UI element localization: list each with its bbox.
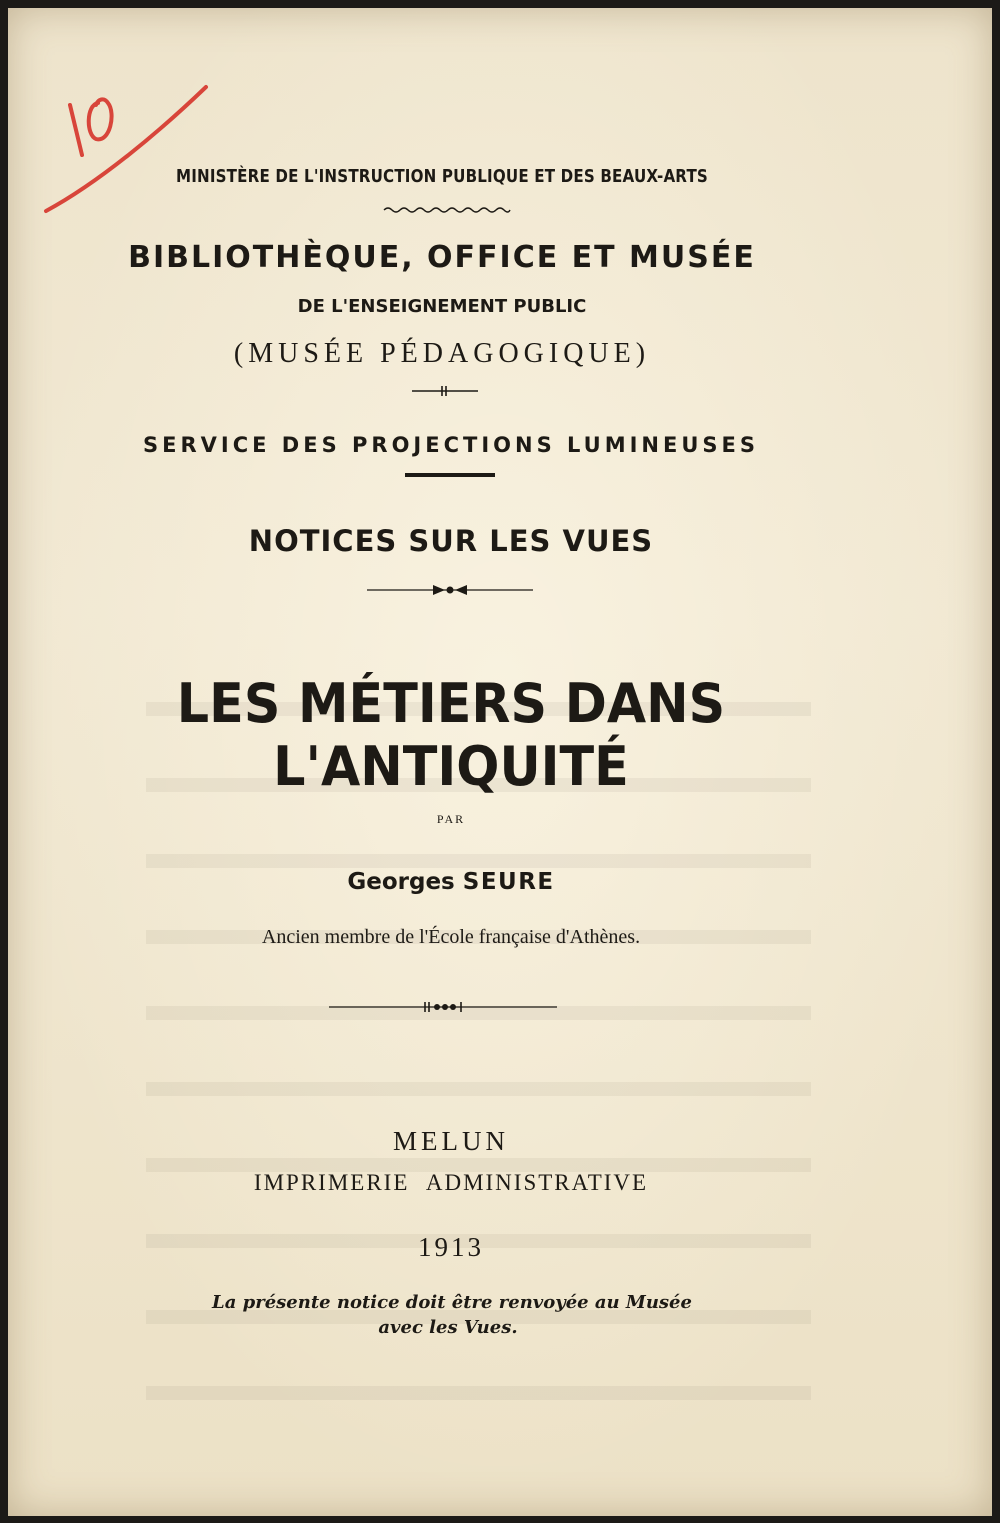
enseignement-heading: DE L'ENSEIGNEMENT PUBLIC [297, 296, 587, 317]
horizontal-rule [405, 473, 495, 477]
par-label: PAR [436, 812, 466, 826]
imprint-printer: IMPRIMERIE ADMINISTRATIVE [253, 1170, 649, 1195]
ornament-divider [410, 385, 480, 397]
author-affiliation: Ancien membre de l'École française d'Athènes. [261, 926, 641, 948]
author-first-name: Georges [347, 869, 455, 895]
imprint-year: 1913 [418, 1232, 484, 1262]
return-notice-line-2: avec les Vues. [378, 1317, 518, 1338]
ornament-divider [327, 1000, 559, 1014]
subtitle: NOTICES SUR LES VUES [248, 524, 654, 558]
ministry-heading: MINISTÈRE DE L'INSTRUCTION PUBLIQUE ET DES BEAUX-ARTS [175, 166, 708, 187]
library-heading: BIBLIOTHÈQUE, OFFICE ET MUSÉE [128, 240, 756, 275]
document-page [8, 8, 992, 1516]
handwritten-annotation [38, 63, 228, 233]
ornament-divider [365, 583, 535, 597]
author-name [8, 869, 894, 895]
imprint-city: MELUN [393, 1126, 509, 1156]
service-heading: SERVICE DES PROJECTIONS LUMINEUSES [143, 433, 759, 457]
return-notice-line-1: La présente notice doit être renvoyée au Musée [212, 1292, 692, 1313]
author-surname: SEURE [462, 869, 555, 895]
wavy-rule [382, 205, 512, 215]
musee-heading: (MUSÉE PÉDAGOGIQUE) [233, 338, 651, 369]
document-title: LES MÉTIERS DANS L'ANTIQUITÉ [176, 672, 726, 798]
